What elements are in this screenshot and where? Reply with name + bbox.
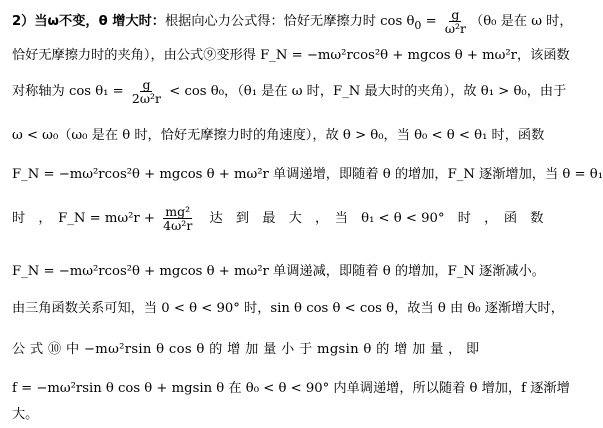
fraction-cos-theta1 [130, 78, 163, 105]
fraction-fn-max [161, 205, 194, 232]
fraction-numerator: g [142, 77, 151, 92]
section-heading: 2）当ω不变，θ 增大时： [12, 14, 165, 30]
line-10: f = −mω²rsin θ cos θ + mgsin θ 在 θ₀ < θ < 90° 内单调递增，所以随着 θ 增加，f 逐渐增 [12, 381, 570, 396]
line-7: F_N = −mω²rcos²θ + mgcos θ + mω²r 单调递减，即随着 θ 的增加，F_N 逐渐减小。 [12, 264, 545, 279]
line-3 [12, 77, 567, 107]
line-5: F_N = −mω²rcos²θ + mgcos θ + mω²r 单调递增，即随着 θ 的增加，F_N 逐渐增加，当 θ = θ₁ [12, 167, 603, 182]
line-6 [12, 205, 552, 232]
line-1-tail: （θ₀ 是在 ω 时， [470, 14, 573, 30]
fraction-denominator: 4ω²r [163, 218, 193, 234]
fraction-numerator: mg² [165, 204, 191, 219]
line-3-head: 对称轴为 cos θ₁ = [12, 84, 128, 100]
fraction-cos-theta0 [443, 8, 468, 35]
line-6-tail: 达 到 最 大 ， 当 θ₁ < θ < 90° 时 ， 函 数 [196, 211, 544, 227]
line-1-eq: = [421, 14, 441, 30]
line-1 [12, 7, 573, 37]
line-3-tail: < cos θ₀，（θ₁ 是在 ω 时，F_N 最大时的夹角），故 θ₁ > θ₀，由于 [165, 84, 567, 100]
line-2: 恰好无摩擦力时的夹角），由公式⑨变形得 F_N = −mω²rcos²θ + mgcos θ + mω²r，该函数 [12, 48, 570, 63]
fraction-numerator: g [451, 7, 460, 22]
line-6-head: 时 ， F_N = mω²r + [12, 211, 160, 227]
line-4: ω < ω₀（ω₀ 是在 θ 时，恰好无摩擦力时的角速度），故 θ > θ₀，当 θ₀ < θ < θ₁ 时，函数 [12, 128, 545, 143]
line-1-sub: 0 [414, 18, 422, 32]
fraction-denominator: 2ω²r [131, 91, 162, 107]
line-1-text: 根据向心力公式得：恰好无摩擦力时 cos θ [164, 14, 415, 30]
line-9: 公 式 ⑩ 中 −mω²rsin θ cos θ 的 增 加 量 小 于 mgsin θ 的 增 加 量 ， 即 [12, 342, 480, 357]
fraction-denominator: ω²r [444, 21, 467, 37]
line-11: 大。 [12, 407, 39, 422]
line-8: 由三角函数关系可知，当 0 < θ < 90° 时，sin θ cos θ < cos θ，故当 θ 由 θ₀ 逐渐增大时， [12, 301, 564, 316]
